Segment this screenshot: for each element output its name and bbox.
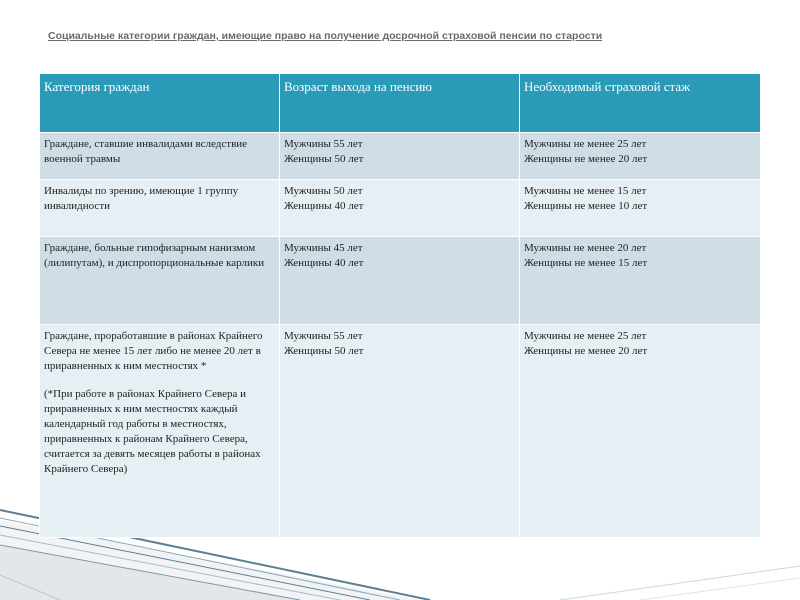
experience-women: Женщины не менее 20 лет <box>524 153 648 165</box>
age-cell <box>280 325 520 538</box>
category-cell <box>40 325 280 538</box>
experience-cell <box>520 237 761 325</box>
experience-cell <box>520 180 761 237</box>
category-cell: Инвалиды по зрению, имеющие 1 группу инвалидности <box>40 180 280 237</box>
category-text: Граждане, проработавшие в районах Крайнего Севера не менее 15 лет либо не менее 20 лет в приравненных к ним местностях * <box>44 330 263 372</box>
experience-men: Мужчины не менее 20 лет <box>524 242 647 254</box>
category-footnote: (*При работе в районах Крайнего Севера и приравненных к ним местностях каждый календарный год работы в местностях, приравненных к районам Крайнего Севера, считается за девять месяцев работы в районах Крайнего Севера) <box>44 388 261 475</box>
age-women: Женщины 50 лет <box>284 153 364 165</box>
experience-cell <box>520 133 761 180</box>
category-cell: Граждане, ставшие инвалидами вследствие военной травмы <box>40 133 280 180</box>
experience-women: Женщины не менее 10 лет <box>524 200 648 212</box>
experience-women: Женщины не менее 15 лет <box>524 257 648 269</box>
table-row <box>40 237 761 325</box>
age-men: Мужчины 55 лет <box>284 330 363 342</box>
age-women: Женщины 50 лет <box>284 345 364 357</box>
experience-men: Мужчины не менее 25 лет <box>524 138 647 150</box>
header-category: Категория граждан <box>40 74 280 133</box>
table-header-row <box>40 74 761 133</box>
age-men: Мужчины 55 лет <box>284 138 363 150</box>
table-row <box>40 325 761 538</box>
header-retirement-age: Возраст выхода на пенсию <box>280 74 520 133</box>
age-cell <box>280 133 520 180</box>
age-cell <box>280 237 520 325</box>
pension-table <box>39 73 761 538</box>
header-insurance-experience: Необходимый страховой стаж <box>520 74 761 133</box>
age-women: Женщины 40 лет <box>284 257 364 269</box>
age-women: Женщины 40 лет <box>284 200 364 212</box>
page-title: Социальные категории граждан, имеющие право на получение досрочной страховой пенсии по старости <box>48 30 603 42</box>
age-cell <box>280 180 520 237</box>
experience-cell <box>520 325 761 538</box>
table-row <box>40 133 761 180</box>
table-row <box>40 180 761 237</box>
age-men: Мужчины 50 лет <box>284 185 363 197</box>
category-cell: Граждане, больные гипофизарным нанизмом (лилипутам), и диспропорциональные карлики <box>40 237 280 325</box>
experience-men: Мужчины не менее 15 лет <box>524 185 647 197</box>
experience-men: Мужчины не менее 25 лет <box>524 330 647 342</box>
experience-women: Женщины не менее 20 лет <box>524 345 648 357</box>
age-men: Мужчины 45 лет <box>284 242 363 254</box>
